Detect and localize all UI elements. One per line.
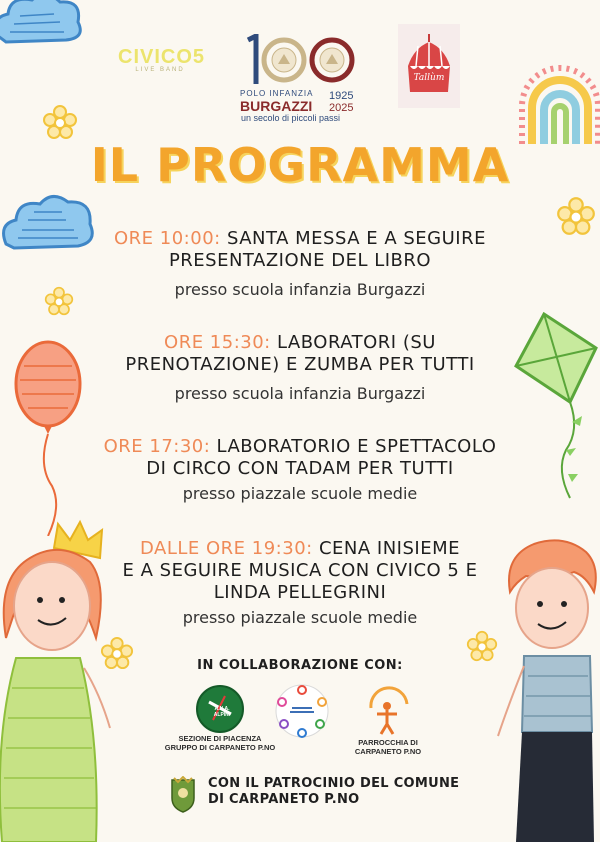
- program-item: [70, 332, 530, 403]
- program-item: [70, 436, 530, 503]
- patronage-line1: CON IL PATROCINIO DEL COMUNE: [208, 776, 460, 791]
- program-desc-line1: LABORATORI (SU: [276, 332, 436, 353]
- program-desc-line2: PRESENTAZIONE DEL LIBRO: [168, 250, 432, 271]
- program-desc-line3: LINDA PELLEGRINI: [213, 582, 387, 603]
- page-title: IL PROGRAMMA: [90, 138, 510, 192]
- centenary-100-mark: [238, 34, 362, 90]
- flower-icon-top-left: [42, 104, 78, 140]
- children-circle-logo: [272, 682, 332, 740]
- civico5-logo-name: CIVICO5: [118, 46, 206, 68]
- program-desc-line1: CENA INISIEME: [318, 538, 460, 559]
- parrocchia-logo-icon: [363, 686, 413, 738]
- centenary-year-start: 1925: [329, 90, 354, 102]
- civico5-logo-sub: LIVE BAND: [135, 67, 185, 73]
- parrocchia-caption-line2: CARPANETO P.NO: [354, 747, 422, 756]
- program-desc-line1: SANTA MESSA E A SEGUIRE: [226, 228, 486, 249]
- patronage-line2: DI CARPANETO P.NO: [208, 792, 360, 807]
- alpini-logo-block: [160, 684, 280, 752]
- municipality-crest-icon: [168, 776, 198, 814]
- program-desc-line2: E A SEGUIRE MUSICA CON CIVICO 5 E: [122, 560, 478, 581]
- program-desc-line2: PRENOTAZIONE) E ZUMBA PER TUTTI: [125, 354, 475, 375]
- centenary-year-end: 2025: [329, 102, 354, 114]
- alpini-caption-line2: GRUPPO DI CARPANETO P.NO: [164, 743, 276, 752]
- parrocchia-logo-block: [340, 686, 436, 756]
- program-item: [70, 538, 530, 627]
- collaboration-heading: IN COLLABORAZIONE CON:: [197, 658, 403, 673]
- parrocchia-caption-line1: PARROCCHIA DI: [358, 738, 418, 747]
- centenary-logo: [238, 34, 362, 126]
- patronage-text: [208, 776, 459, 808]
- program-place: presso piazzale scuole medie: [182, 484, 418, 503]
- program-item: [70, 228, 530, 299]
- program-desc-line1: LABORATORIO E SPETTACOLO: [216, 436, 497, 457]
- tent-icon: [404, 32, 454, 94]
- alpini-logo-text: A.N.A. ALPINI: [213, 706, 231, 718]
- tallum-logo: [398, 24, 460, 108]
- centenary-line1: POLO INFANZIA: [240, 89, 314, 98]
- cloud-top-left: [0, 0, 86, 50]
- centenary-line2: BURGAZZI: [240, 98, 313, 114]
- program-time: ORE 17:30:: [103, 436, 211, 457]
- tallum-logo-text: Tallùm: [413, 73, 445, 83]
- centenary-tagline: un secolo di piccoli passi: [241, 113, 341, 123]
- program-desc-line2: DI CIRCO CON TADAM PER TUTTI: [146, 458, 454, 479]
- program-time: ORE 15:30:: [164, 332, 271, 353]
- rainbow-icon: [512, 52, 600, 146]
- alpini-caption-line1: SEZIONE DI PIACENZA: [178, 734, 262, 743]
- flower-icon-right: [556, 196, 596, 236]
- program-place: presso scuola infanzia Burgazzi: [174, 384, 426, 403]
- program-time: ORE 10:00:: [114, 228, 221, 249]
- program-place: presso piazzale scuole medie: [182, 608, 418, 627]
- civico5-logo: [118, 46, 206, 73]
- program-place: presso scuola infanzia Burgazzi: [174, 280, 426, 299]
- program-time: DALLE ORE 19:30:: [140, 538, 313, 559]
